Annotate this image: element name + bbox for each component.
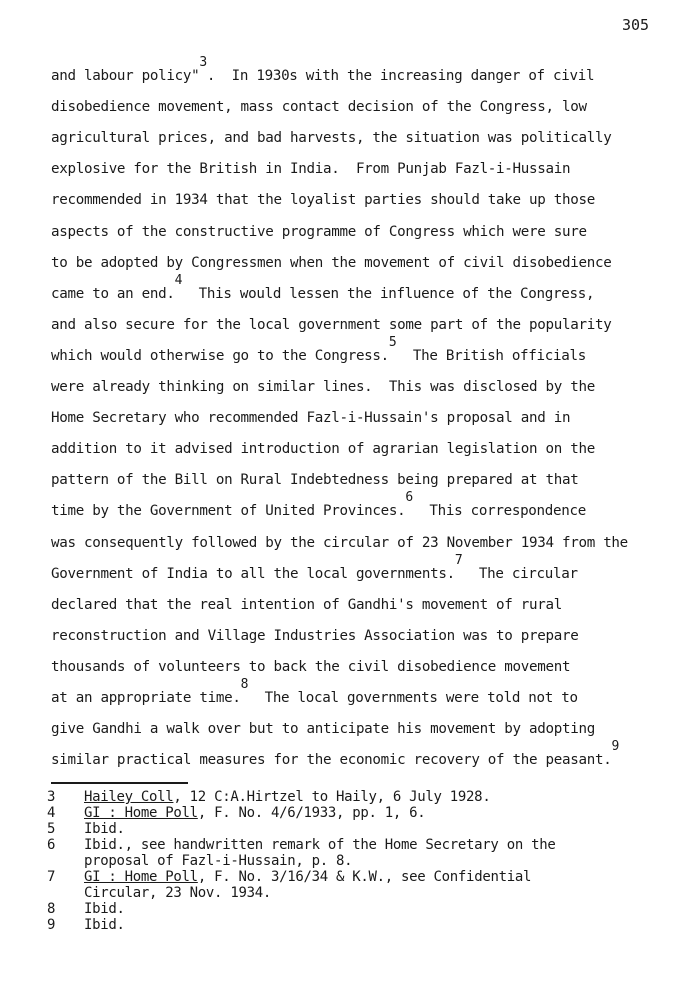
footnote — [47, 790, 490, 804]
line-text: and also secure for the local government some part of the popularity — [51, 316, 612, 333]
line-text: give Gandhi a walk over but to anticipate his movement by adopting — [51, 721, 595, 738]
body-line — [51, 410, 570, 426]
footnote-ref: 3 — [199, 55, 207, 70]
line-text: was consequently followed by the circular of 23 November 1934 from the — [51, 534, 628, 551]
footnote-number: 5 — [47, 821, 56, 837]
body-line — [51, 721, 595, 737]
body-line — [51, 317, 611, 333]
body-line — [51, 255, 611, 271]
footnote-number: 9 — [47, 917, 56, 933]
footnote-ref: 5 — [388, 334, 397, 350]
footnote-ref: 9 — [611, 739, 619, 755]
line-text: . In 1930s with the increasing danger of civil — [206, 68, 595, 84]
line-text: addition to it advised introduction of agrarian legislation on the — [51, 441, 595, 458]
footnote-number: 7 — [47, 869, 56, 885]
line-text: The local governments were told not to — [248, 690, 578, 706]
line-text: pattern of the Bill on Rural Indebtedness being prepared at that — [51, 472, 579, 489]
line-text: The British officials — [396, 347, 586, 364]
footnote-source: GI : Home Poll — [84, 869, 198, 885]
line-text: were already thinking on similar lines. This was disclosed by the — [51, 379, 595, 395]
page-number: 305 — [622, 16, 650, 34]
body-line — [51, 272, 595, 302]
body-line — [51, 739, 619, 769]
footnote — [47, 902, 125, 916]
body-line — [51, 441, 595, 457]
line-text: at an appropriate time. — [51, 690, 241, 706]
footnote-rule — [51, 782, 188, 784]
body-line — [51, 472, 578, 488]
footnote-ref: 4 — [174, 272, 183, 288]
body-line — [51, 490, 586, 520]
line-text: aspects of the constructive programme of Congress which were sure — [51, 223, 587, 240]
line-text: Government of India to all the local governments. — [51, 565, 455, 582]
line-text: agricultural prices, and bad harvests, the situation was politically — [51, 130, 612, 147]
body-line — [51, 334, 586, 364]
line-text: declared that the real intention of Gandhi's movement of rural — [51, 596, 562, 613]
line-text: reconstruction and Village Industries Association was to prepare — [51, 627, 579, 644]
footnote-ref: 6 — [405, 490, 413, 506]
line-text: Home Secretary who recommended Fazl-i-Hussain's proposal and in — [51, 410, 571, 427]
footnote — [47, 806, 425, 820]
body-line — [51, 628, 578, 644]
line-text: disobedience movement, mass contact decision of the Congress, low — [51, 99, 587, 116]
line-text: to be adopted by Congressmen when the movement of civil disobedience — [51, 254, 612, 271]
footnote-text: , F. No. 4/6/1933, pp. 1, 6. — [197, 805, 426, 821]
footnote — [47, 838, 555, 852]
line-text: and labour policy" — [51, 68, 200, 84]
body-line — [51, 130, 611, 146]
line-text: This would lessen the influence of the Congress, — [182, 285, 595, 302]
line-text: explosive for the British in India. From Punjab Fazl-i-Hussain — [51, 161, 571, 178]
line-text: thousands of volunteers to back the civil disobedience movement — [51, 658, 571, 675]
body-line — [51, 224, 587, 240]
footnote-text: Ibid. — [84, 821, 125, 837]
footnote-text: , F. No. 3/16/34 & K.W., see Confidential — [197, 869, 532, 885]
footnote-ref: 7 — [454, 552, 463, 568]
footnote-number: 4 — [47, 805, 56, 821]
body-line — [51, 99, 587, 115]
footnote-text: Ibid. — [84, 917, 125, 933]
line-text: recommended in 1934 that the loyalist parties should take up those — [51, 192, 595, 209]
body-line — [51, 552, 578, 582]
footnote-number: 3 — [47, 789, 56, 805]
body-line — [51, 161, 570, 177]
body-line — [51, 677, 578, 706]
body-line — [51, 659, 570, 675]
line-text: time by the Government of United Provinces. — [51, 503, 406, 520]
footnote-source: GI : Home Poll — [84, 805, 198, 821]
line-text: This correspondence — [412, 503, 586, 520]
footnote — [47, 822, 125, 836]
footnote-text: Ibid., see handwritten remark of the Home Secretary on the — [84, 837, 556, 853]
line-text: similar practical measures for the economic recovery of the peasant. — [51, 752, 612, 769]
body-line — [51, 535, 628, 551]
line-text: which would otherwise go to the Congress. — [51, 347, 389, 364]
body-line — [51, 379, 595, 395]
body-line — [51, 597, 562, 613]
body-line — [51, 55, 595, 84]
line-text: The circular — [462, 565, 578, 582]
line-text: came to an end. — [51, 285, 175, 302]
footnote-text: , 12 C:A.Hirtzel to Haily, 6 July 1928. — [173, 789, 491, 805]
footnote-number: 6 — [47, 837, 56, 853]
footnote-continuation: proposal of Fazl-i-Hussain, p. 8. — [84, 853, 353, 869]
footnote-continuation: Circular, 23 Nov. 1934. — [84, 885, 271, 901]
footnote-number: 8 — [47, 901, 56, 917]
body-line — [51, 192, 595, 208]
footnote — [47, 870, 531, 884]
footnote — [47, 918, 125, 932]
footnote-text: Ibid. — [84, 901, 125, 917]
footnote-source: Hailey Coll — [84, 789, 174, 805]
footnote-ref: 8 — [240, 677, 249, 692]
